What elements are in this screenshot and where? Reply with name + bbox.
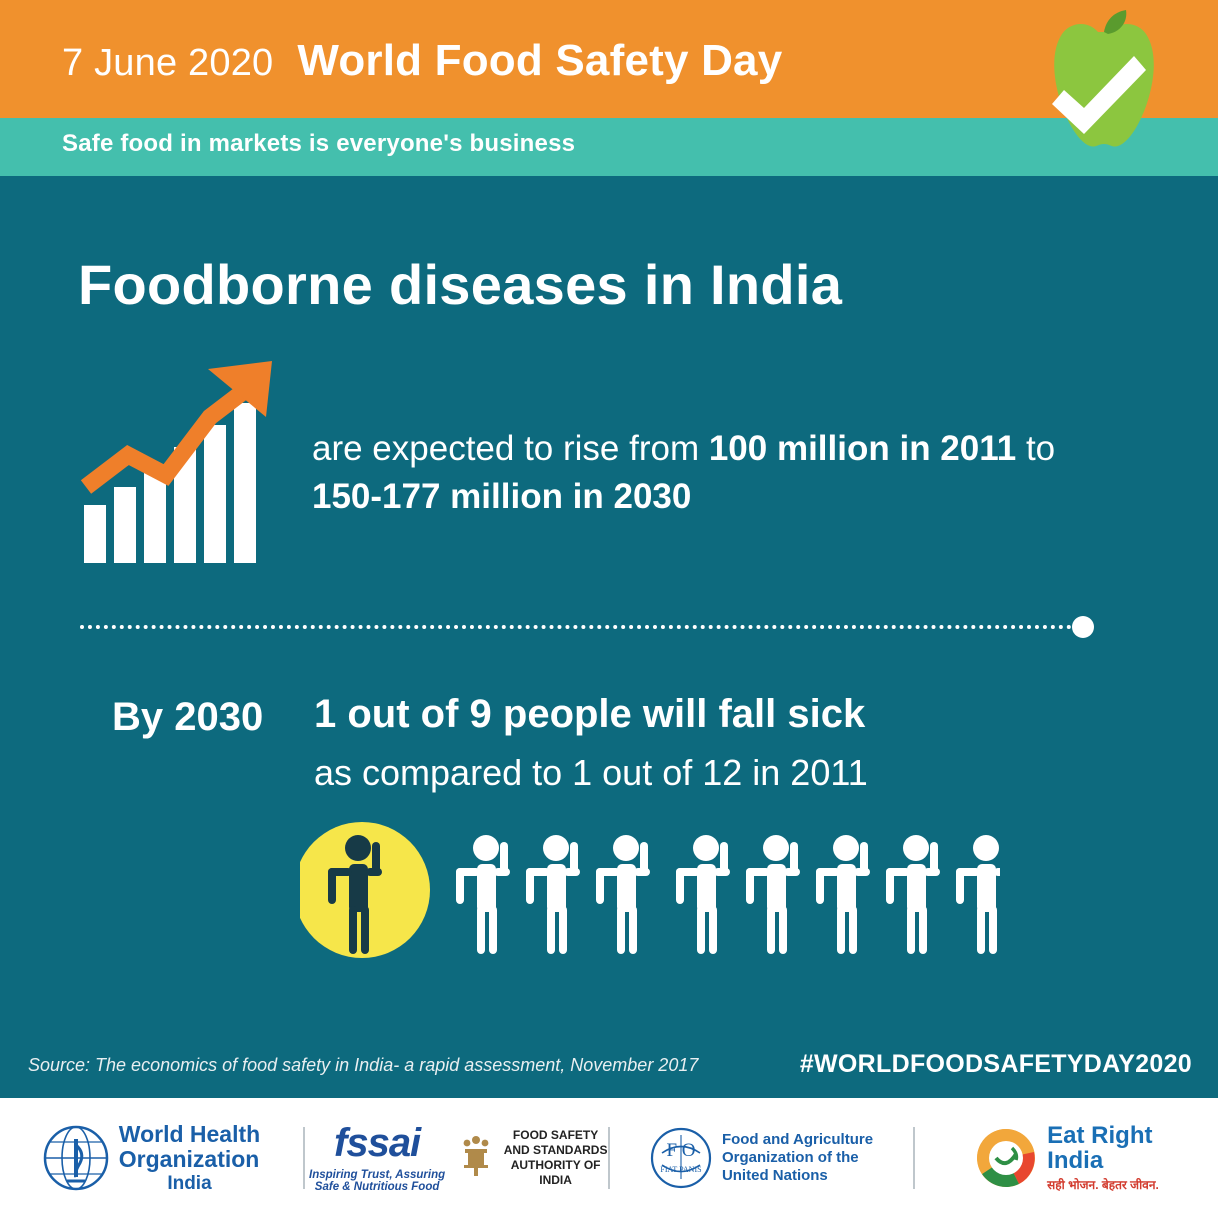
rise-value-2011: 100 million in 2011: [708, 429, 1017, 468]
person-figure: [526, 835, 580, 954]
eri-line-1: Eat Right: [1047, 1121, 1153, 1149]
person-figure: [956, 835, 1000, 954]
fssai-authority-line-2: AUTHORITY OF INDIA: [510, 1158, 601, 1187]
logo-fao: [610, 1098, 913, 1218]
person-figure: [886, 835, 940, 954]
person-figure: [676, 835, 730, 954]
rise-prefix: are expected to rise from: [312, 429, 709, 468]
person-figure: [456, 835, 510, 954]
fssai-authority-line-1: FOOD SAFETY AND STANDARDS: [503, 1128, 608, 1157]
person-figure: [746, 835, 800, 954]
divider-end-dot: [1072, 616, 1094, 638]
logo-who: [0, 1098, 303, 1218]
who-line-1: World Health: [118, 1121, 261, 1148]
svg-text:F O: F O: [666, 1140, 696, 1161]
sick-statement-secondary: as compared to 1 out of 12 in 2011: [314, 752, 868, 793]
rise-middle: to: [1016, 429, 1056, 468]
logo-eat-right-india: [915, 1098, 1218, 1218]
event-date: 7 June 2020: [62, 42, 274, 84]
event-title: World Food Safety Day: [297, 36, 783, 85]
fssai-wordmark: fssai: [334, 1121, 421, 1165]
eri-line-3: सही भोजन. बेहतर जीवन.: [1047, 1178, 1159, 1193]
header-text-group: [62, 36, 782, 86]
footer-logo-bar: [0, 1098, 1218, 1218]
who-line-2: Organization: [118, 1145, 260, 1172]
person-figure: [816, 835, 870, 954]
who-line-3: India: [167, 1172, 212, 1194]
who-emblem-icon: [43, 1125, 109, 1191]
person-figure: [596, 835, 650, 954]
campaign-hashtag: #WORLDFOODSAFETYDAY2020: [799, 1050, 1192, 1078]
source-citation: Source: The economics of food safety in India- a rapid assessment, November 2017: [28, 1055, 699, 1075]
apple-check-icon: [1018, 8, 1178, 168]
people-row-icon: [300, 820, 1000, 960]
fao-emblem-icon: [650, 1127, 712, 1189]
sick-statement-primary: 1 out of 9 people will fall sick: [314, 692, 866, 736]
dotted-divider: [80, 625, 1080, 633]
fao-line-2: Organization of the: [721, 1148, 859, 1166]
fssai-tagline: Inspiring Trust, Assuring Safe & Nutritious Food: [309, 1169, 446, 1193]
eat-right-india-icon: [974, 1126, 1038, 1190]
by-2030-label: By 2030: [112, 695, 264, 739]
rise-value-2030: 150-177 million in 2030: [312, 477, 692, 516]
india-emblem-icon: [459, 1133, 493, 1179]
page-title: Foodborne diseases in India: [78, 253, 843, 316]
eri-line-2: India: [1047, 1147, 1104, 1174]
logo-fssai: [305, 1098, 608, 1218]
rising-bar-chart-icon: [76, 355, 286, 565]
svg-text:FIAT PANIS: FIAT PANIS: [660, 1165, 702, 1174]
rise-statement: [312, 425, 1072, 521]
fao-line-3: United Nations: [721, 1167, 828, 1185]
event-subtitle: Safe food in markets is everyone's business: [62, 130, 576, 157]
fao-line-1: Food and Agriculture: [721, 1130, 874, 1148]
